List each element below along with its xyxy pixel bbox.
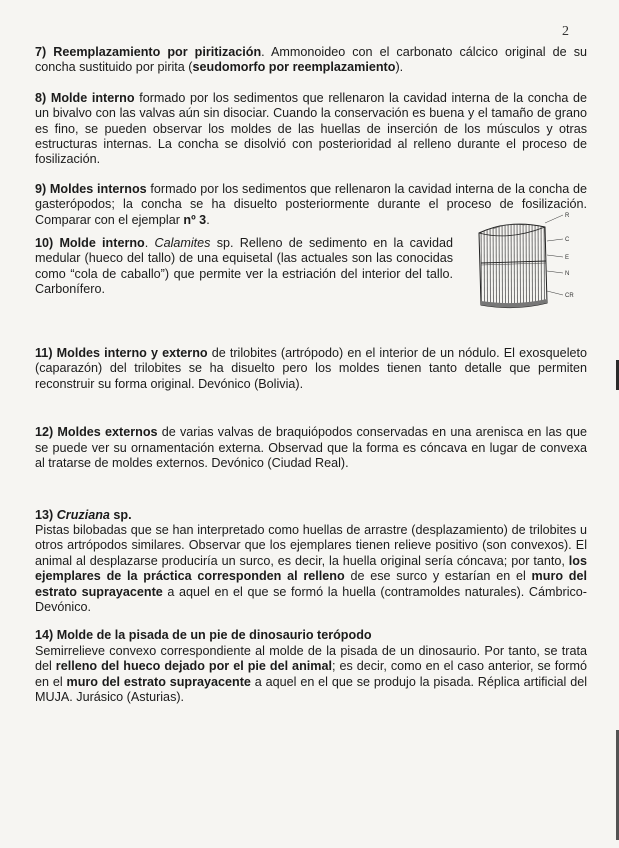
item-14-text: Semirrelieve convexo correspondiente al molde de la pisada de un dinosaurio. Por tanto, se trata del relleno del hueco dejado por el pie del animal; es decir, como en el caso anterior, se formó en el muro del estrato suprayacente a aquel en el que se produjo la pisada. Réplica artificial del MUJA. Jurásico (Asturias). [35,643,588,704]
item-8-title: 8) Molde interno [35,90,135,105]
item-10 [35,213,587,346]
document-body [35,45,587,705]
item-7: 7) Reemplazamiento por piritización. Ammonoideo con el carbonato cálcico original de su concha sustituido por pirita (seudomorfo por reemplazamiento). [35,45,587,75]
figure-label-cr: CR [565,293,574,300]
item-14 [35,628,587,705]
item-11-title: 11) Moldes interno y externo [35,346,208,361]
item-11: 11) Moldes interno y externo de trilobites (artrópodo) en el interior de un nódulo. El exosqueleto (caparazón) del trilobites se ha disuelto pero los moldes tienen tanto detalle que permiten reconstruir su forma original. Devónico (Bolivia). [35,346,587,391]
item-9-title: 9) Moldes internos [35,181,147,196]
item-10-title: 10) Molde interno [35,236,145,251]
item-13 [35,508,587,616]
item-13-title: 13) Cruziana sp. [35,507,132,522]
item-9: 9) Moldes internos formado por los sedimentos que rellenaron la cavidad interna de la concha de gasterópodos; la concha se ha disuelto posteriormente durante el proceso de fosilización. Comparar con el ejemplar nº 3. [35,181,587,227]
figure-label-c: C [565,237,570,244]
figure-label-e: E [565,255,570,262]
item-12: 12) Moldes externos de varias valvas de braquiópodos conservadas en una arenisca en las que se puede ver su ornamentación externa. Observad que la forma es cóncava en lugar de convexa al tratarse de moldes externos. Devónico (Ciudad Real). [35,425,587,471]
item-14-title: 14) Molde de la pisada de un pie de dinosaurio terópodo [35,628,372,643]
item-8: 8) Molde interno formado por los sedimentos que rellenaron la cavidad interna de la concha de un bivalvo con las valvas aún sin disociar. Cuando la conservación es buena y el tamaño de grano es fino, se pueden observar los moldes de las huellas de inserción de los músculos y otras estructuras internas. La concha se disolvió con posterioridad al relleno durante el proceso de fosilización. [35,90,587,167]
item-13-text: Pistas bilobadas que se han interpretado como huellas de arrastre (desplazamiento) de trilobites u otros artrópodos similares. Observar que los ejemplares tienen relieve positivo (son convexos). El animal al desplazarse produciría un surco, es decir, la huella original sería cóncava; por tanto, los ejemplares de la práctica corresponden al relleno de ese surco y estarían en el muro del estrato suprayacente a aquel en el que se formó la huella (contramoldes naturales). Cámbrico-Devónico. [35,522,587,614]
item-12-title: 12) Moldes externos [35,425,158,440]
figure-label-n: N [565,271,570,278]
figure-label-r: R [565,213,570,220]
item-7-title: 7) Reemplazamiento por piritización [35,45,262,59]
page-number: 2 [562,24,569,39]
item-10-text: 10) Molde interno. Calamites sp. Relleno de sedimento en la cavidad medular (hueco del tallo) de una equisetal (las actuales son las conocidas como “cola de caballo”) que permite ver la estriación del interior del tallo. Carbonífero. [35,236,453,297]
calamites-illustration [465,211,583,315]
